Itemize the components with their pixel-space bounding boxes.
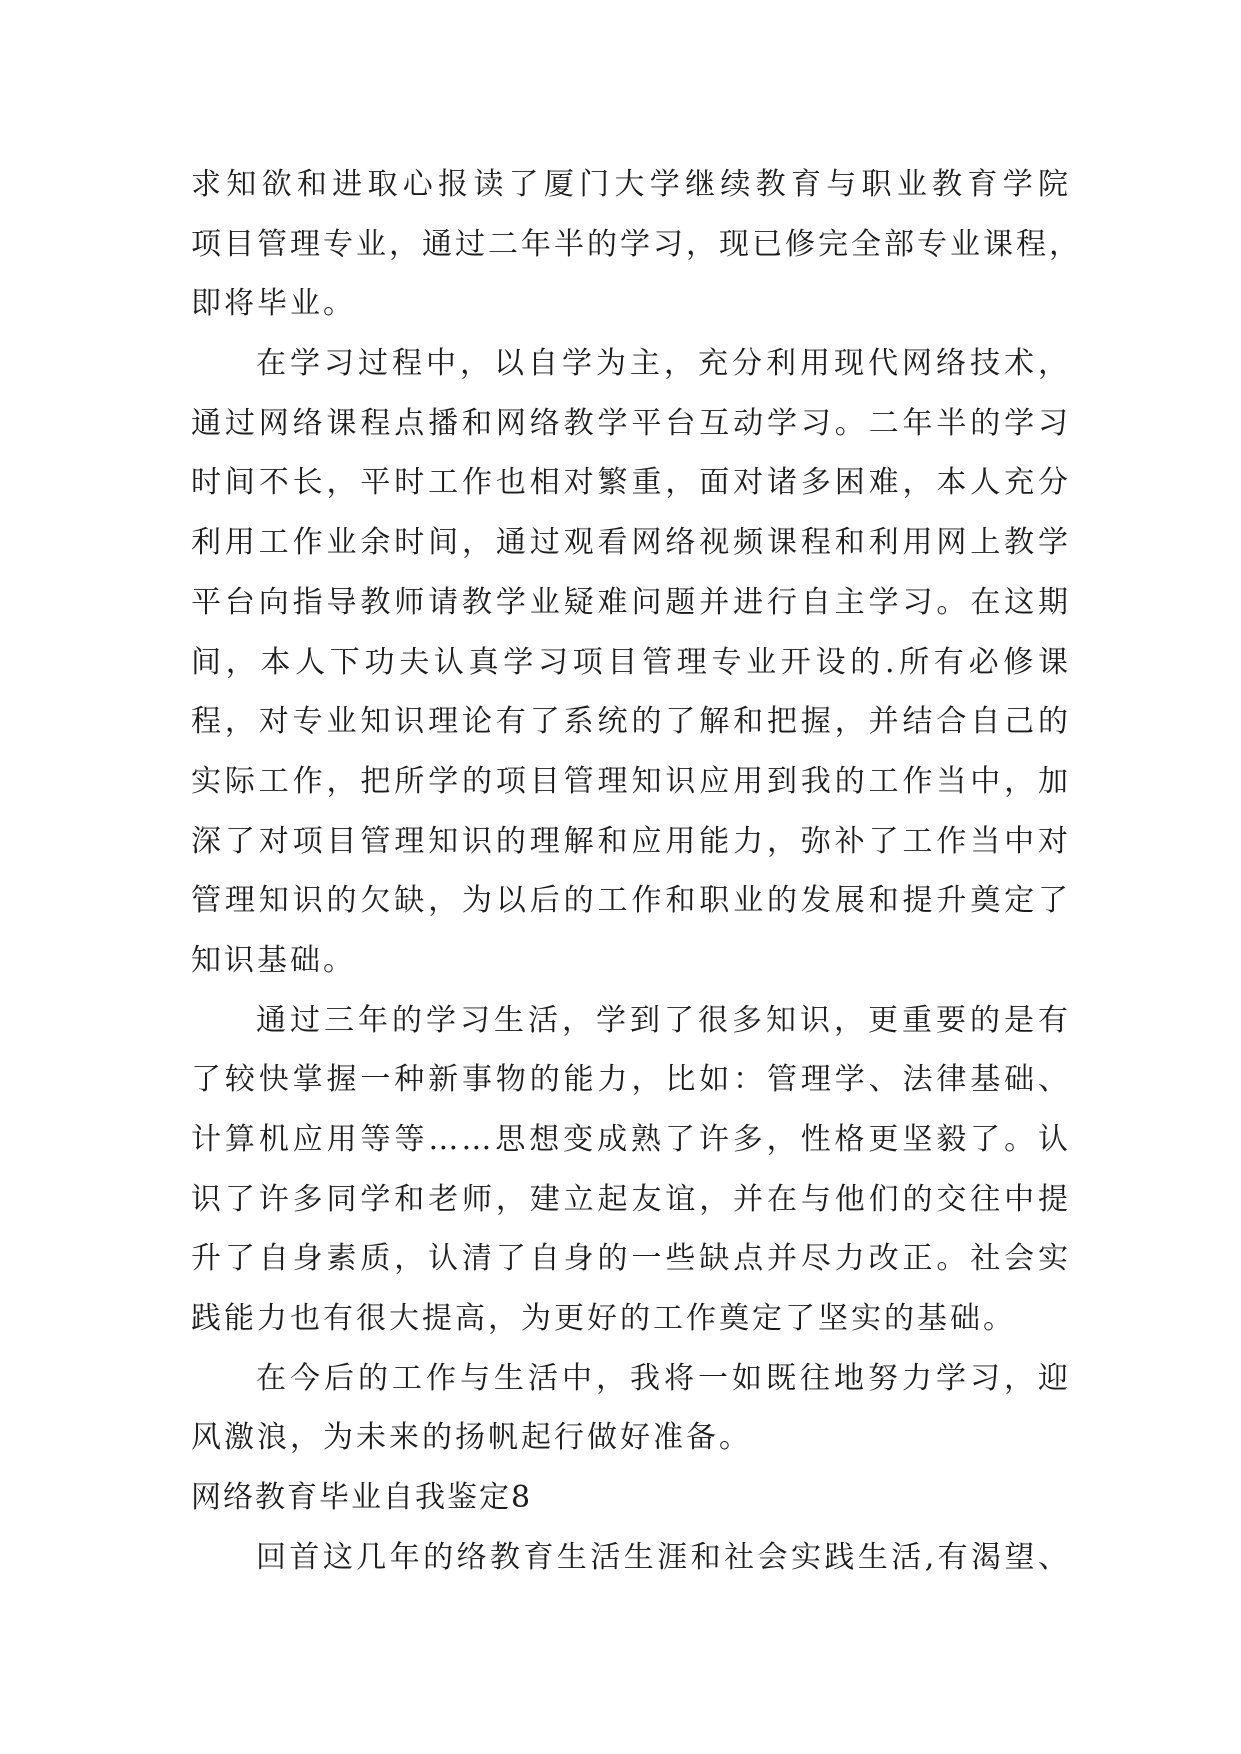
document-body <box>191 155 1082 1588</box>
text-line: 实际工作，把所学的项目管理知识应用到我的工作当中，加 <box>191 763 1071 799</box>
text-line: 识了许多同学和老师，建立起友谊，并在与他们的交往中提 <box>191 1181 1071 1217</box>
text-line: 平台向指导教师请教学业疑难问题并进行自主学习。在这期 <box>191 584 1071 620</box>
section-heading: 网络教育毕业自我鉴定8 <box>191 1480 533 1516</box>
paragraph-first-line: 回首这几年的络教育生活生涯和社会实践生活,有渴望、 <box>256 1539 1071 1575</box>
text-line: 求知欲和进取心报读了厦门大学继续教育与职业教育学院 <box>191 167 1071 202</box>
text-line: 间，本人下功夫认真学习项目管理专业开设的.所有必修课 <box>191 644 1071 680</box>
text-line: 利用工作业余时间，通过观看网络视频课程和利用网上教学 <box>191 525 1071 561</box>
text-line: 即将毕业。 <box>191 286 356 322</box>
text-line: 深了对项目管理知识的理解和应用能力，弥补了工作当中对 <box>191 823 1071 859</box>
text-line: 知识基础。 <box>191 942 356 978</box>
paragraph-first-line: 通过三年的学习生活，学到了很多知识，更重要的是有 <box>256 1002 1071 1038</box>
text-line: 风激浪，为未来的扬帆起行做好准备。 <box>191 1420 752 1456</box>
text-line: 计算机应用等等……思想变成熟了许多，性格更坚毅了。认 <box>191 1122 1071 1157</box>
paragraph-first-line: 在学习过程中，以自学为主，充分利用现代网络技术， <box>256 346 1071 382</box>
text-line: 践能力也有很大提高，为更好的工作奠定了坚实的基础。 <box>191 1301 1016 1337</box>
text-line: 通过网络课程点播和网络教学平台互动学习。二年半的学习 <box>191 405 1071 441</box>
text-line: 升了自身素质，认清了自身的一些缺点并尽力改正。社会实 <box>191 1241 1071 1277</box>
text-line: 管理知识的欠缺，为以后的工作和职业的发展和提升奠定了 <box>191 883 1071 919</box>
text-line: 了较快掌握一种新事物的能力，比如：管理学、法律基础、 <box>191 1062 1071 1098</box>
paragraph-first-line: 在今后的工作与生活中，我将一如既往地努力学习，迎 <box>256 1360 1071 1396</box>
text-line: 程，对专业知识理论有了系统的了解和把握，并结合自己的 <box>191 704 1071 740</box>
text-line: 时间不长，平时工作也相对繁重，面对诸多困难，本人充分 <box>191 465 1071 501</box>
text-line: 项目管理专业，通过二年半的学习，现已修完全部专业课程， <box>191 226 1082 262</box>
